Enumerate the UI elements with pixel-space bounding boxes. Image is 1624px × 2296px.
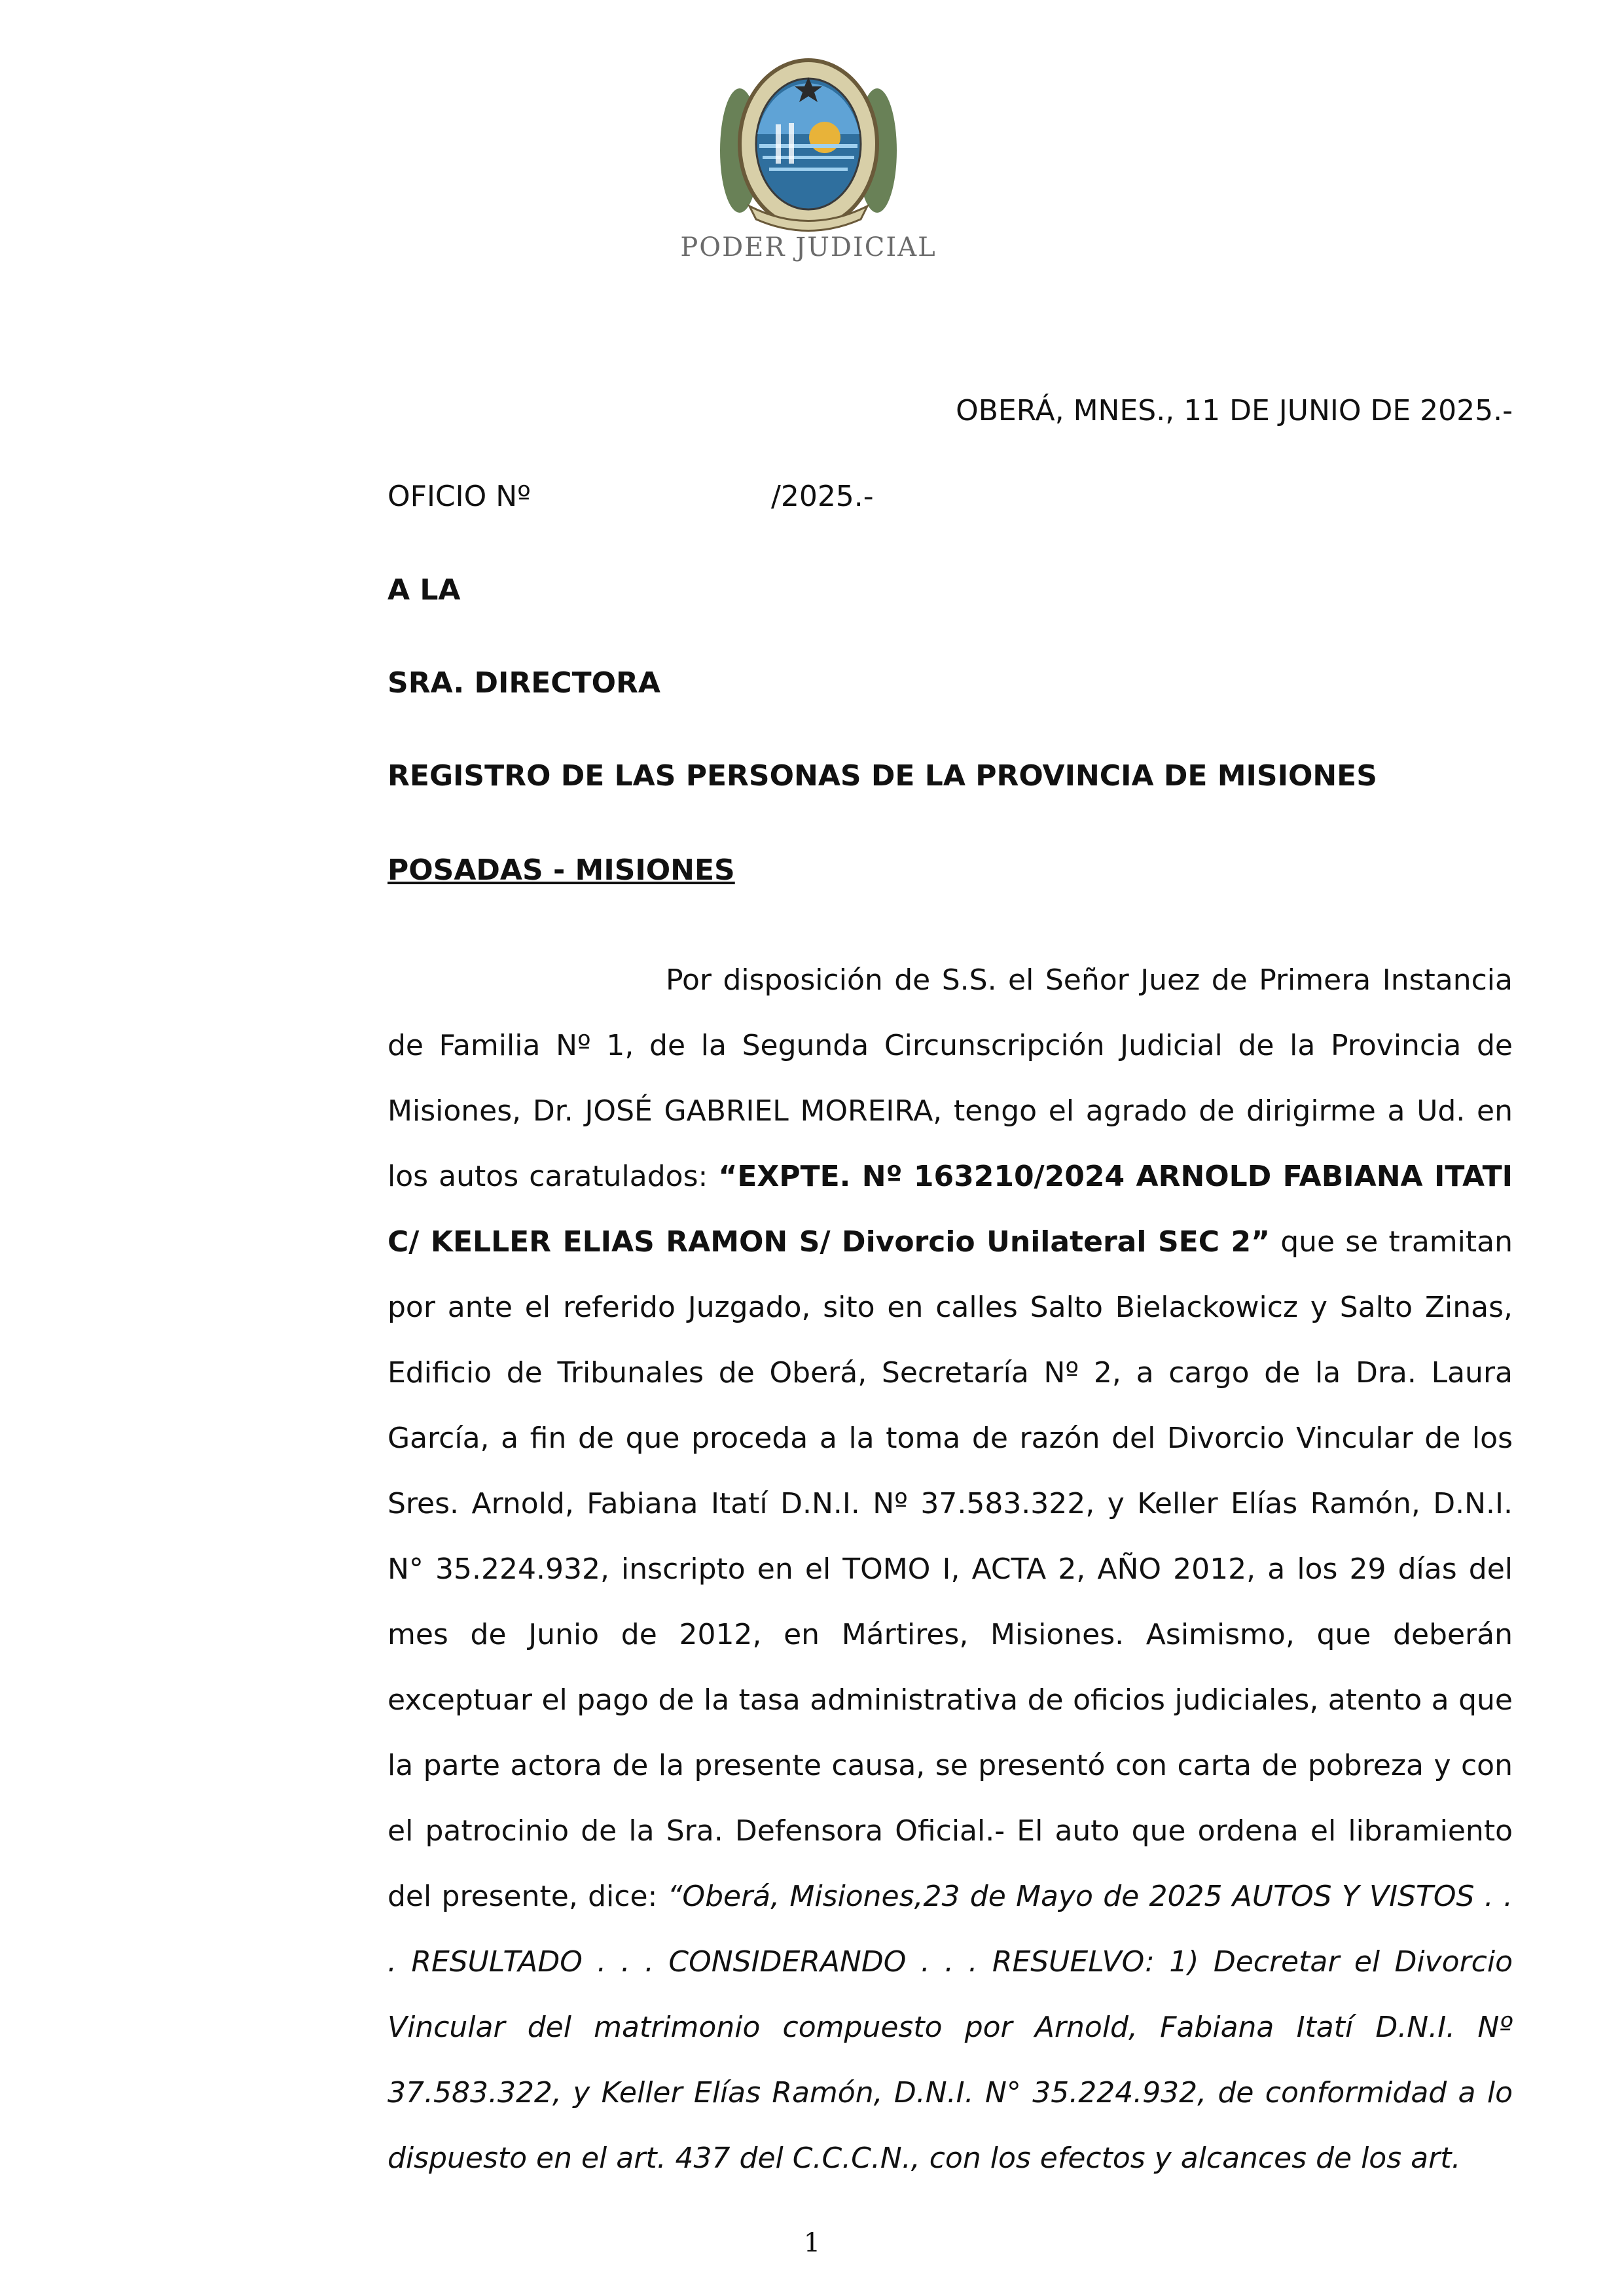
oficio-number: /2025.- [771,480,874,513]
body-middle: que se tramitan por ante el referido Juzgado, sito en calles Salto Bielackowicz y Salto Zinas, Edificio de Tribunales de Oberá, Secretaría Nº 2, a cargo de la Dra. Laura García, a fin de que proceda a la toma de razón del Divorcio Vincular de los Sres. Arnold, Fabiana Itatí D.N.I. Nº 37.583.322, y Keller Elías Ramón, D.N.I. N° 35.224.932, inscripto en el TOMO I, ACTA 2, AÑO 2012, a los 29 días del mes de Junio de 2012, en Mártires, Misiones. Asimismo, que deberán exceptuar el pago de la tasa administrativa de oficios judiciales, atento a que la parte actora de la presente causa, se presentó con carta de pobreza y con el patrocinio de la Sra. Defensora Oficial.- El auto que ordena el libramiento del presente, dice: [388,1225,1513,1913]
seal-emblem-icon [677,46,939,236]
judicial-seal [677,46,939,275]
body-paragraph [388,948,1513,2191]
addressee-line-3: REGISTRO DE LAS PERSONAS DE LA PROVINCIA DE MISIONES [388,759,1377,793]
addressee-line-1: A LA [388,573,461,607]
page-number: 1 [803,2228,821,2258]
body-text [388,948,1513,2191]
oficio-label: OFICIO Nº [388,480,531,513]
seal-caption: PODER JUDICIAL [680,232,937,262]
date-line: OBERÁ, MNES., 11 DE JUNIO DE 2025.- [956,394,1513,427]
body-intro: Por disposición de S.S. el Señor Juez de Primera Instancia de Familia Nº 1, de la Segunda Circunscripción Judicial de la Provincia de Misiones, Dr. JOSÉ GABRIEL MOREIRA, tengo el agrado de dirigirme a Ud. en los autos caratulados: [388,963,1513,1193]
resolution-quote: “Oberá, Misiones,23 de Mayo de 2025 AUTOS Y VISTOS . . . RESULTADO . . . CONSIDERANDO . . . RESUELVO: 1) Decretar el Divorcio Vincular del matrimonio compuesto por Arnold, Fabiana Itatí D.N.I. Nº 37.583.322, y Keller Elías Ramón, D.N.I. N° 35.224.932, de conformidad a lo dispuesto en el art. 437 del C.C.C.N., con los efectos y alcances de los art. [388,1880,1513,2175]
addressee-line-2: SRA. DIRECTORA [388,666,660,700]
addressee-line-4: POSADAS - MISIONES [388,853,735,887]
case-title: “EXPTE. Nº 163210/2024 ARNOLD FABIANA ITATI C/ KELLER ELIAS RAMON S/ Divorcio Unilateral SEC 2” [388,1160,1513,1259]
